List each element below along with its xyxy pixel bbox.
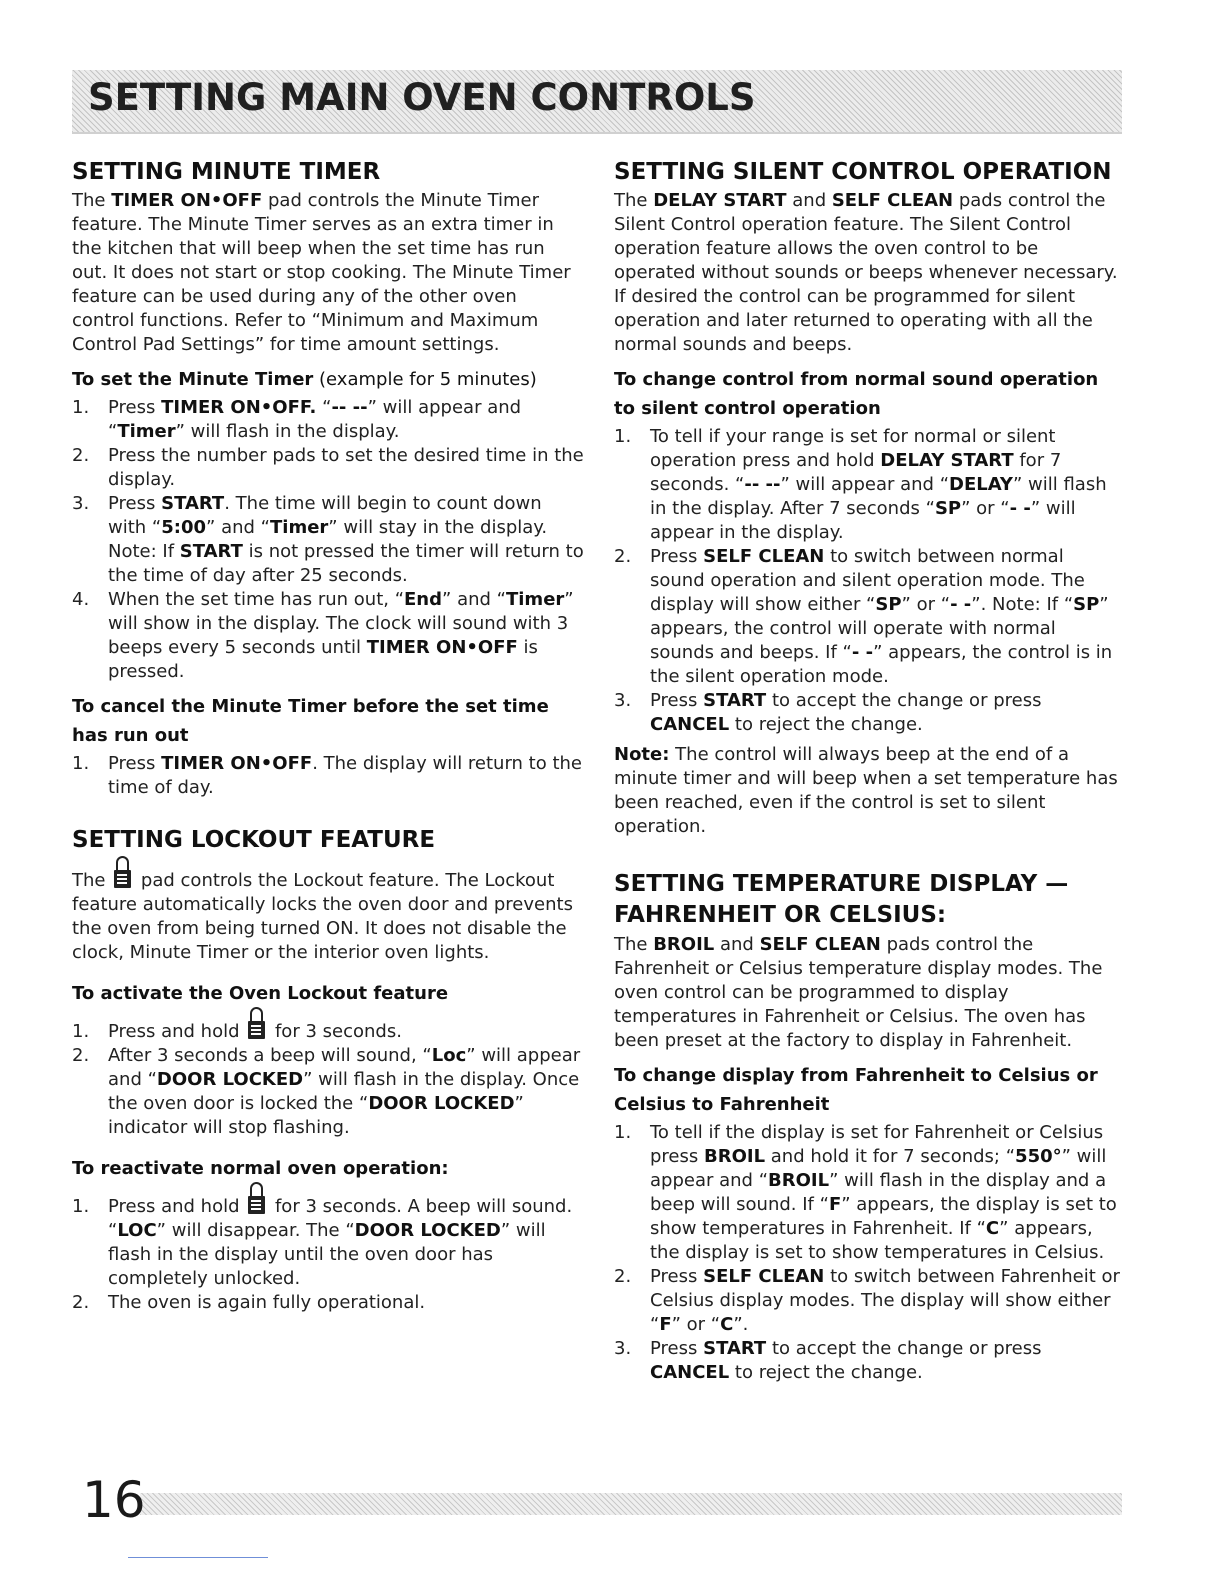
list-item: 2. After 3 seconds a beep will sound, “Loc” will appear and “DOOR LOCKED” will flash in the display. Once the oven door is locked the “DOOR LOCKED” indicator will stop flashing.	[72, 1045, 581, 1138]
temperature-steps	[614, 1121, 1122, 1385]
silent-steps	[614, 425, 1122, 737]
lockout-intro: The pad controls the Lockout feature. The Lockout feature automatically locks the oven door and prevents the oven from being turned ON. It does not disable the clock, Minute Timer or the interior oven lights.	[72, 870, 573, 963]
list-item: 2. Press SELF CLEAN to switch between normal sound operation and silent operation mode. The display will show either “SP” or “- -”. Note: If “SP” appears, the control will operate with normal sounds and beeps. If “- -” appears, the control is in the silent operation mode.	[614, 546, 1113, 687]
footer-divider	[128, 1557, 268, 1558]
list-item: 1. Press TIMER ON•OFF. “-- --” will appear and “Timer” will flash in the display.	[72, 397, 522, 442]
silent-change-heading: To change control from normal sound operation to silent control operation	[614, 369, 1099, 419]
temperature-intro: The BROIL and SELF CLEAN pads control the Fahrenheit or Celsius temperature display modes. The oven control can be programmed to display temperatures in Fahrenheit or Celsius. The oven has been preset at the factory to display in Fahrenheit.	[614, 934, 1103, 1051]
set-timer-steps	[72, 396, 584, 684]
lock-icon	[248, 1196, 265, 1214]
list-item: 1. Press and hold for 3 seconds.	[72, 1021, 402, 1042]
minute-timer-intro: The TIMER ON•OFF pad controls the Minute Timer feature. The Minute Timer serves as an extra timer in the kitchen that will beep when the set time has run out. It does not start or stop cooking. The Minute Timer feature can be used during any of the other oven control functions. Refer to “Minimum and Maximum Control Pad Settings” for time amount settings.	[72, 190, 571, 355]
list-item: 1. Press TIMER ON•OFF. The display will return to the time of day.	[72, 753, 583, 798]
silent-control-section	[614, 158, 1122, 839]
temperature-change-heading: To change display from Fahrenheit to Celsius or Celsius to Fahrenheit	[614, 1065, 1098, 1115]
footer-bar	[140, 1493, 1122, 1515]
list-item: 3. Press START to accept the change or press CANCEL to reject the change.	[614, 690, 1042, 735]
header-banner	[72, 70, 1122, 134]
silent-note: Note: The control will always beep at the end of a minute timer and will beep when a set temperature has been reached, even if the control is set to silent operation.	[614, 744, 1118, 837]
reactivate-heading: To reactivate normal oven operation:	[72, 1158, 449, 1179]
list-item: 1. To tell if the display is set for Fahrenheit or Celsius press BROIL and hold it for 7 seconds; “550°” will appear and “BROIL” will flash in the display and a beep will sound. If “F” appears, the display is set to show temperatures in Fahrenheit. If “C” appears, the display is set to show temperatures in Celsius.	[614, 1122, 1117, 1263]
list-item: 3. Press START. The time will begin to count down with “5:00” and “Timer” will stay in the display. Note: If START is not pressed the timer will return to the time of day after 25 seconds.	[72, 493, 584, 586]
list-item: 2. Press SELF CLEAN to switch between Fahrenheit or Celsius display modes. The display will show either “F” or “C”.	[614, 1266, 1120, 1335]
page-title: SETTING MAIN OVEN CONTROLS	[88, 76, 756, 119]
list-item: 1. To tell if your range is set for normal or silent operation press and hold DELAY START for 7 seconds. “-- --” will appear and “DELAY” will flash in the display. After 7 seconds “SP” or “- -” will appear in the display.	[614, 426, 1107, 543]
minute-timer-heading: SETTING MINUTE TIMER	[72, 159, 381, 185]
list-item: 1. Press and hold for 3 seconds. A beep will sound. “LOC” will disappear. The “DOOR LOCKED” will flash in the display until the oven door has completely unlocked.	[72, 1196, 573, 1289]
lock-icon	[248, 1021, 265, 1039]
right-column	[614, 158, 1122, 1385]
temperature-display-section	[614, 869, 1122, 1385]
reactivate-steps	[72, 1195, 584, 1315]
silent-control-heading: SETTING SILENT CONTROL OPERATION	[614, 159, 1112, 185]
cancel-timer-steps	[72, 752, 584, 800]
temperature-heading: SETTING TEMPERATURE DISPLAY — FAHRENHEIT OR CELSIUS:	[614, 871, 1069, 928]
lockout-section	[72, 826, 584, 1315]
page-number: 16	[82, 1471, 146, 1529]
left-column	[72, 158, 584, 1315]
activate-lockout-steps	[72, 1020, 584, 1140]
minute-timer-section	[72, 158, 584, 800]
activate-lockout-heading: To activate the Oven Lockout feature	[72, 983, 449, 1004]
list-item: 2. Press the number pads to set the desired time in the display.	[72, 445, 584, 490]
list-item: 2. The oven is again fully operational.	[72, 1292, 426, 1313]
silent-control-intro: The DELAY START and SELF CLEAN pads control the Silent Control operation feature. The Silent Control operation feature allows the oven control to be operated without sounds or beeps whenever necessary. If desired the control can be programmed for silent operation and later returned to operating with all the normal sounds and beeps.	[614, 190, 1118, 355]
lock-icon	[114, 870, 131, 888]
lockout-heading: SETTING LOCKOUT FEATURE	[72, 827, 436, 853]
list-item: 3. Press START to accept the change or press CANCEL to reject the change.	[614, 1338, 1042, 1383]
list-item: 4. When the set time has run out, “End” and “Timer” will show in the display. The clock will sound with 3 beeps every 5 seconds until TIMER ON•OFF is pressed.	[72, 589, 574, 682]
set-timer-heading: To set the Minute Timer (example for 5 minutes)	[72, 369, 537, 390]
cancel-timer-heading: To cancel the Minute Timer before the set time has run out	[72, 696, 549, 746]
